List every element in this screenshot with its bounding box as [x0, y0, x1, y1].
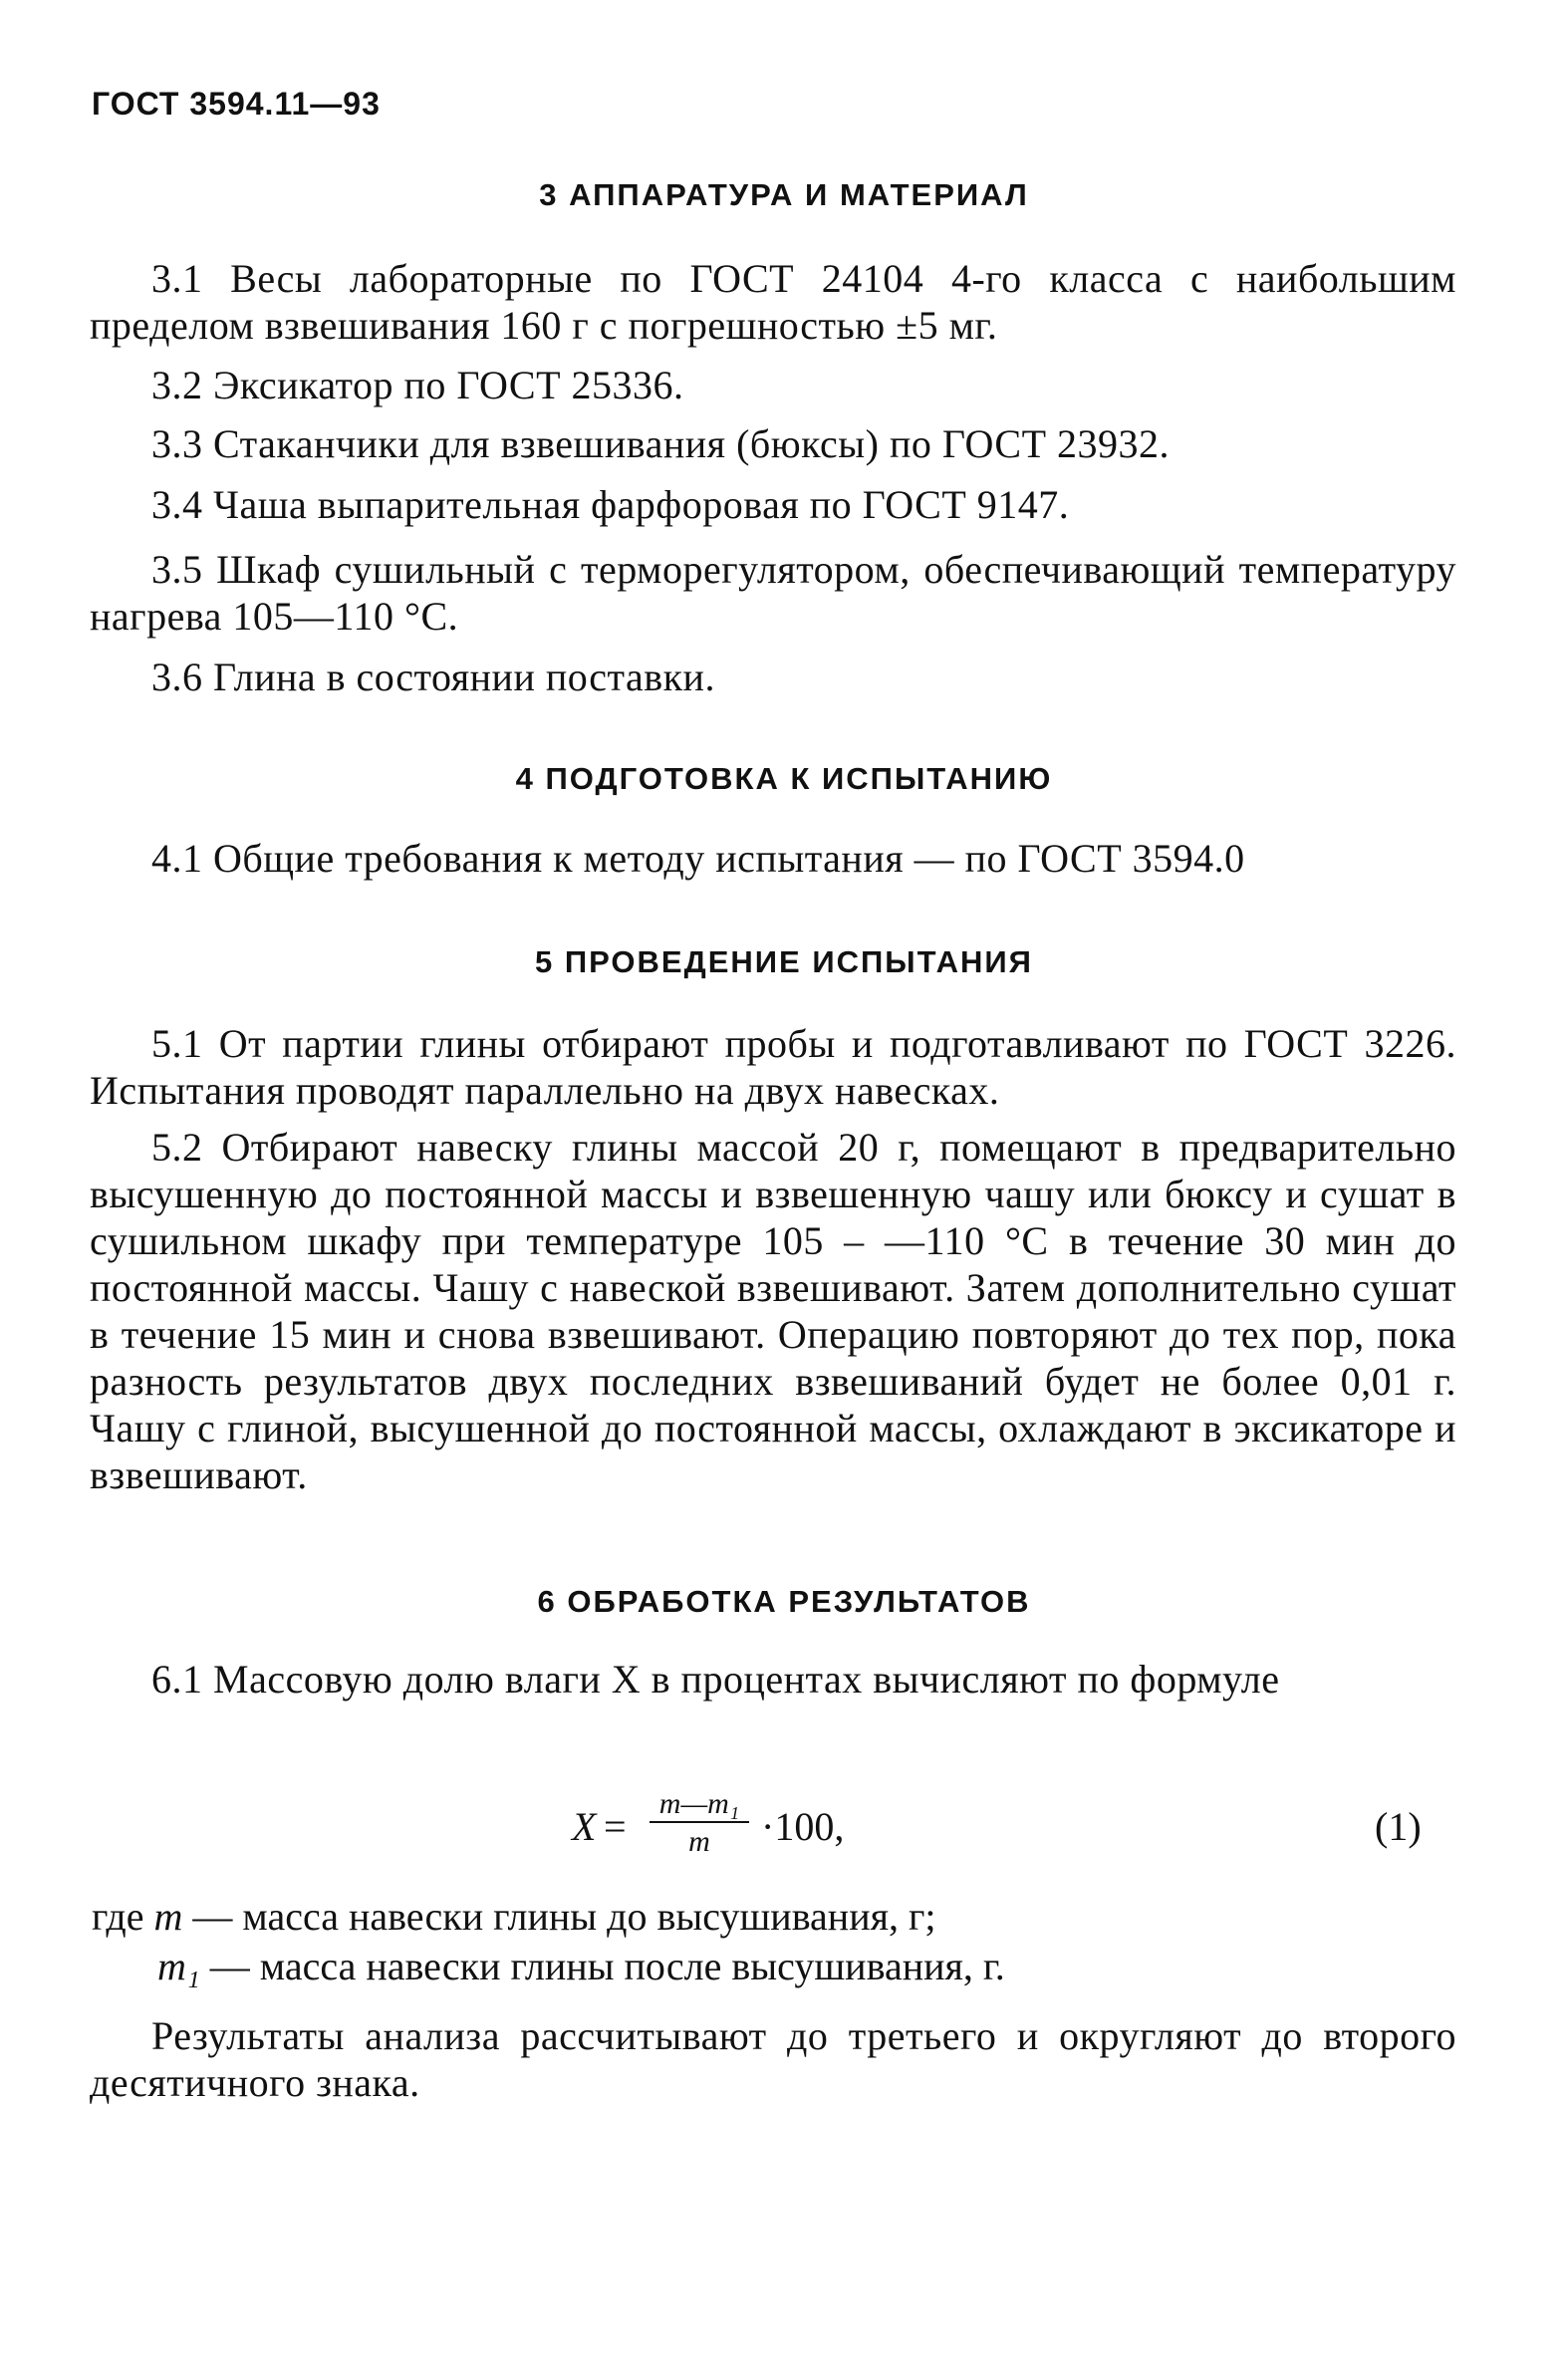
formula-fraction [650, 1789, 749, 1857]
where-text-m: — масса навески глины до высушивания, г; [192, 1894, 936, 1939]
running-header: ГОСТ 3594.11—93 [92, 86, 381, 122]
formula-denominator: m [688, 1825, 710, 1858]
paragraph-3-6: 3.6 Глина в состоянии поставки. [151, 655, 715, 699]
where-line-m1 [157, 1943, 1005, 1989]
paragraph-conclusion: Результаты анализа рассчитывают до третьего и округляют до второго десятичного знака. [90, 2013, 1456, 2105]
paragraph-3-1: 3.1 Весы лабораторные по ГОСТ 24104 4-го класса с наибольшим пределом взвешивания 160 г с погрешностью ±5 мг. [90, 256, 1456, 348]
formula-multiplier: ·100, [761, 1804, 845, 1849]
paragraph-5-2: 5.2 Отбирают навеску глины массой 20 г, помещают в предварительно высушенную до постоянной массы и взвешенную чашу или бюксу и сушат в сушильном шкафу при температуре 105 – —110 °С в течение 30 мин до постоянной массы. Чашу с навеской взвешивают. Затем дополнительно сушат в течение 15 мин и снова взвешивают. Операцию повторяют до тех пор, пока разность результатов двух последних взвешиваний будет не более 0,01 г. Чашу с глиной, высушенной до постоянной массы, охлаждают в эксикаторе и взвешивают. [90, 1125, 1456, 1497]
where-symbol-m: m [153, 1894, 183, 1939]
section-3-title: 3 АППАРАТУРА И МАТЕРИАЛ [539, 177, 1029, 212]
section-4-title: 4 ПОДГОТОВКА К ИСПЫТАНИЮ [515, 761, 1053, 796]
paragraph-5-1: 5.1 От партии глины отбирают пробы и подготавливают по ГОСТ 3226. Испытания проводят параллельно на двух навесках. [90, 1021, 1456, 1113]
formula-lhs: X [572, 1804, 597, 1849]
paragraph-3-4: 3.4 Чаша выпарительная фарфоровая по ГОСТ 9147. [151, 482, 1070, 527]
paragraph-3-2: 3.2 Эксикатор по ГОСТ 25336. [151, 363, 684, 407]
fraction-bar [650, 1821, 749, 1823]
formula-number: (1) [1375, 1804, 1422, 1849]
where-text-m1: — масса навески глины после высушивания, г. [209, 1944, 1005, 1988]
section-5-title: 5 ПРОВЕДЕНИЕ ИСПЫТАНИЯ [535, 944, 1033, 979]
formula-equals: = [604, 1804, 627, 1849]
paragraph-4-1: 4.1 Общие требования к методу испытания — по ГОСТ 3594.0 [151, 836, 1245, 881]
where-prefix: где [92, 1894, 144, 1939]
formula-1 [558, 1779, 1116, 1869]
paragraph-3-3: 3.3 Стаканчики для взвешивания (бюксы) по ГОСТ 23932. [151, 421, 1171, 466]
formula-numerator: m—m₁ [658, 1787, 740, 1820]
paragraph-6-1: 6.1 Массовую долю влаги X в процентах вычисляют по формуле [151, 1657, 1280, 1702]
where-line-m [92, 1893, 936, 1940]
where-symbol-m1: m₁ [157, 1944, 200, 1988]
section-6-title: 6 ОБРАБОТКА РЕЗУЛЬТАТОВ [537, 1584, 1031, 1619]
paragraph-3-5: 3.5 Шкаф сушильный с терморегулятором, обеспечивающий температуру нагрева 105—110 °С. [90, 547, 1456, 639]
